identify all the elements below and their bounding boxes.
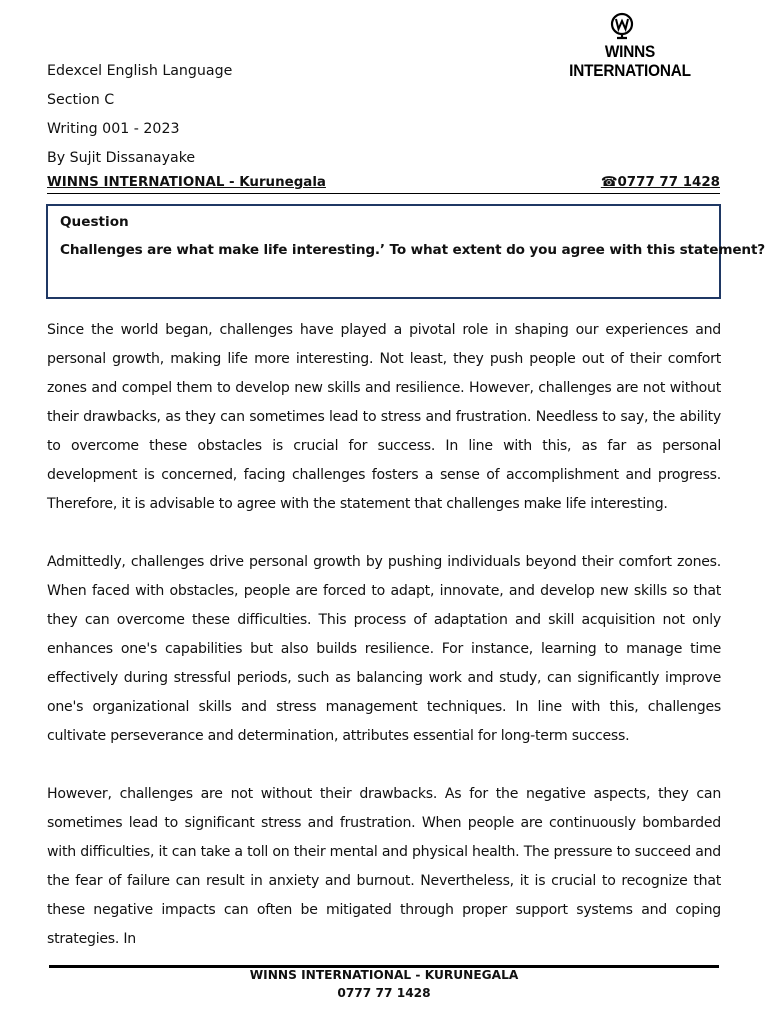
logo-text: WINNS INTERNATIONAL: [569, 43, 691, 80]
course-title: Edexcel English Language: [47, 63, 233, 79]
essay-paragraph-1: Since the world began, challenges have played a pivotal role in shaping our experiences and personal growth, making life more interesting. Not least, they push people out of their comfort zones and compel them to develop new skills and resilience. However, challenges are not without their drawbacks, as they can sometimes lead to stress and frustration. Needless to say, the ability to overcome these obstacles is crucial for success. In line with this, as far as personal development is concerned, facing challenges fosters a sense of accomplishment and progress. Therefore, it is advisable to agree with the statement that challenges make life interesting.: [47, 322, 721, 512]
writing-label: Writing 001 - 2023: [47, 121, 180, 137]
essay-body: [47, 316, 721, 983]
brand-logo: [540, 12, 720, 80]
question-box: [46, 204, 766, 299]
organization-phone: ☎0777 77 1428: [600, 175, 720, 190]
essay-paragraph-3: However, challenges are not without their drawbacks. As for the negative aspects, they can sometimes lead to significant stress and frustration. When people are continuously bombarded with difficulties, it can take a toll on their mental and physical health. The pressure to succeed and the fear of failure can result in anxiety and burnout. Nevertheless, it is crucial to recognize that these negative impacts can often be mitigated through proper support systems and coping strategies. In: [47, 786, 721, 947]
document-meta: [47, 59, 721, 175]
author-label: By Sujit Dissanayake: [47, 150, 196, 166]
footer-phone: 0777 77 1428: [337, 986, 431, 1000]
question-text: Challenges are what make life interesting.’ To what extent do you agree with this statement?: [60, 242, 766, 258]
essay-paragraph-2: Admittedly, challenges drive personal growth by pushing individuals beyond their comfort zones. When faced with obstacles, people are forced to adapt, innovate, and develop new skills so that they can overcome these difficulties. This process of adaptation and skill acquisition not only enhances one's capabilities but also builds resilience. For instance, learning to manage time effectively during stressful periods, such as balancing work and study, can significantly improve one's organizational skills and stress management techniques. In line with this, challenges cultivate perseverance and determination, attributes essential for long-term success.: [47, 554, 721, 744]
footer-organization: WINNS INTERNATIONAL - KURUNEGALA: [249, 968, 519, 982]
question-label: Question: [60, 214, 129, 230]
winns-globe-logo-icon: [608, 12, 636, 40]
organization-name: WINNS INTERNATIONAL - Kurunegala: [47, 175, 326, 190]
organization-line: [47, 175, 720, 194]
section-label: Section C: [47, 92, 115, 108]
